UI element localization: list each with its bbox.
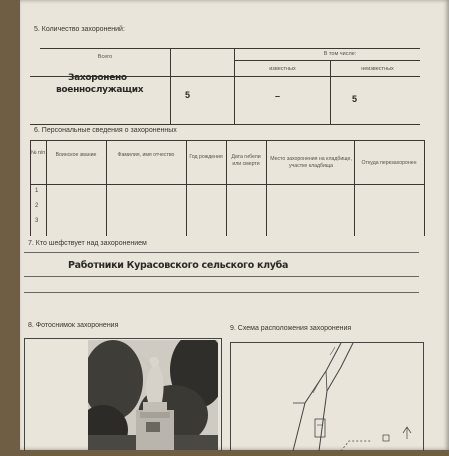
table-rule	[30, 184, 425, 185]
table-rule	[354, 140, 355, 236]
header-name: Фамилия, имя отчество	[117, 152, 175, 158]
header-total: Всего	[97, 54, 113, 60]
row-label-buried: Захоронено	[68, 73, 127, 83]
table-rule	[40, 48, 420, 49]
unknown-value: 5	[352, 94, 358, 104]
header-birth: Год рождения	[189, 154, 223, 160]
section-7-title: 7. Кто шефствует над захоронением	[28, 240, 147, 247]
table-rule	[170, 48, 171, 124]
burial-count-table	[30, 48, 420, 126]
header-rank: Воинское звание	[55, 152, 97, 158]
table-rule	[186, 140, 187, 236]
table-rule	[266, 140, 267, 236]
row-label-servicemen: военнослужащих	[56, 85, 144, 95]
header-origin: Откуда перезахоронен	[361, 160, 417, 166]
table-rule	[330, 60, 331, 124]
table-rule	[106, 140, 107, 236]
header-death: Дата гибели или смерти	[231, 154, 261, 167]
row-number: 3	[35, 218, 39, 224]
section-5-title: 5. Количество захоронений:	[34, 26, 125, 33]
section-9-title: 9. Схема расположения захоронения	[230, 325, 352, 332]
section-6-title: 6. Персональные сведения о захороненных	[34, 127, 177, 134]
row-number: 2	[35, 203, 39, 209]
header-unknown: неизвестных	[361, 66, 394, 72]
table-rule	[46, 140, 47, 236]
header-including: В том числе:	[323, 51, 357, 57]
table-rule	[234, 60, 420, 61]
table-rule	[234, 48, 235, 124]
known-value: –	[275, 91, 281, 101]
form-line	[24, 292, 419, 293]
header-place: Место захоронения на кладбище, участке кладбища	[270, 156, 352, 169]
section-8-title: 8. Фотоснимок захоронения	[28, 322, 119, 329]
form-line	[24, 252, 419, 253]
header-known: известных	[269, 66, 296, 72]
memorial-photo	[88, 340, 218, 450]
location-scheme-drawing	[231, 343, 423, 451]
form-line	[24, 276, 419, 277]
document-page	[20, 0, 449, 450]
memorial-photo-image	[88, 340, 218, 450]
table-rule	[30, 140, 425, 141]
table-rule	[30, 124, 420, 125]
header-num: № п/п	[30, 150, 46, 156]
location-scheme	[230, 342, 424, 451]
table-rule	[424, 140, 425, 236]
total-value: 5	[185, 90, 191, 100]
row-number: 1	[35, 188, 39, 194]
personal-data-table	[30, 140, 425, 236]
caretaker-value: Работники Курасовского сельского клуба	[68, 260, 289, 271]
